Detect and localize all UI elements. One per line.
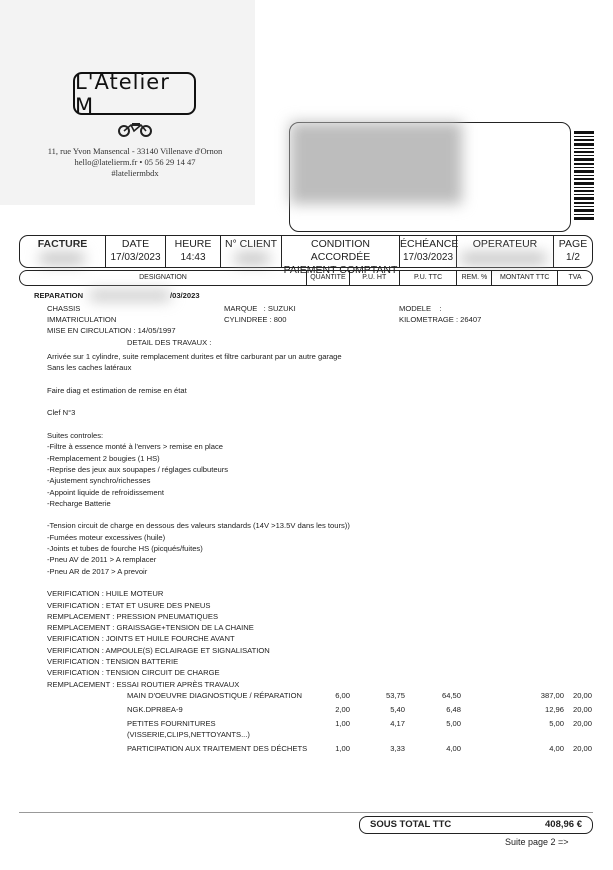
- company-hashtag: #lateliermbdx: [111, 168, 159, 178]
- date-value: 17/03/2023: [110, 252, 161, 263]
- col-pu-ht: P.U. HT: [350, 271, 400, 285]
- barcode-icon: [574, 131, 594, 221]
- operateur-label: OPERATEUR: [472, 238, 538, 250]
- echeance-value: 17/03/2023: [402, 252, 454, 263]
- item-tva: 20,00: [572, 744, 592, 753]
- heure-cell: [166, 236, 221, 267]
- condition-label: CONDITION ACCORDÉE: [310, 238, 371, 263]
- facture-cell: [20, 236, 106, 267]
- col-tva: TVA: [568, 274, 582, 281]
- item-designation: MAIN D'OEUVRE DIAGNOSTIQUE / RÉPARATION: [127, 691, 303, 700]
- echeance-label: ÉCHÉANCE: [400, 238, 459, 250]
- detail-line: [47, 577, 350, 588]
- facture-label: FACTURE: [37, 238, 88, 250]
- item-pu-ht: 53,75: [385, 691, 405, 700]
- detail-line: -Joints et tubes de fourche HS (picqués/fuites): [47, 544, 203, 554]
- col-pu-ttc: P.U. TTC: [400, 271, 458, 285]
- sous-total-value: 408,96 €: [545, 819, 582, 830]
- detail-line: REMPLACEMENT : GRAISSAGE+TENSION DE LA CHAINE: [47, 623, 254, 633]
- operateur-redacted: [461, 253, 546, 264]
- operateur-cell: [457, 236, 554, 267]
- item-pu-ttc: 6,48: [446, 705, 461, 714]
- condition-cell: [282, 236, 400, 276]
- item-pu-ht: 4,17: [390, 719, 405, 728]
- col-designation: DESIGNATION: [20, 271, 307, 285]
- date-label: DATE: [121, 238, 150, 250]
- cylindree: CYLINDREE : 800: [224, 315, 287, 324]
- kilometrage: KILOMETRAGE : 26407: [399, 315, 482, 324]
- repair-title: REPARATION: [34, 291, 84, 300]
- detail-line: -Remplacement 2 bougies (1 HS): [47, 453, 160, 463]
- item-designation: PETITES FOURNITURES: [127, 719, 216, 728]
- heure-label: HEURE: [174, 238, 212, 250]
- col-montant-ttc: MONTANT TTC: [492, 271, 558, 285]
- detail-line: VERIFICATION : TENSION BATTERIE: [47, 657, 179, 667]
- item-quantity: 6,00: [335, 691, 350, 700]
- immat-label: IMMATRICULATION: [47, 315, 117, 324]
- col-rem: REM. %: [457, 271, 492, 285]
- detail-line: [47, 374, 350, 385]
- detail-line: -Tension circuit de charge en dessous des valeurs standards (14V >13.5V dans les tours)): [47, 521, 350, 531]
- modele: MODELE :: [399, 304, 442, 313]
- item-pu-ttc: 64,50: [441, 691, 461, 700]
- detail-line: REMPLACEMENT : ESSAI ROUTIER APRÈS TRAVAUX: [47, 679, 240, 689]
- detail-line: -Recharge Batterie: [47, 498, 111, 508]
- item-montant-ttc: 387,00: [540, 691, 564, 700]
- detail-line: -Appoint liquide de refroidissement: [47, 487, 164, 497]
- date-cell: [106, 236, 166, 267]
- item-pu-ttc: 5,00: [446, 719, 461, 728]
- company-address: 11, rue Yvon Mansencal - 33140 Villenave d'Ornon: [47, 146, 223, 156]
- heure-value: 14:43: [180, 252, 206, 263]
- detail-line: -Pneu AR de 2017 > A prevoir: [47, 566, 148, 576]
- chassis-label: CHASSIS: [47, 304, 81, 313]
- motorcycle-icon: [117, 121, 153, 137]
- detail-line: Sans les caches latéraux: [47, 363, 132, 373]
- detail-line: Faire diag et estimation de remise en état: [47, 385, 187, 395]
- detail-line: [47, 509, 350, 520]
- page-cell: [554, 236, 592, 267]
- client-label: N° CLIENT: [224, 238, 278, 250]
- item-row: [0, 743, 613, 769]
- item-quantity: 1,00: [335, 744, 350, 753]
- sous-total-box: [359, 816, 593, 834]
- detail-line: [47, 419, 350, 430]
- mise-circulation: MISE EN CIRCULATION : 14/05/1997: [47, 326, 176, 335]
- detail-line: -Pneu AV de 2011 > A remplacer: [47, 555, 157, 565]
- item-pu-ht: 3,33: [390, 744, 405, 753]
- item-designation: PARTICIPATION AUX TRAITEMENT DES DÉCHETS: [127, 744, 308, 753]
- item-designation: NGK.DPR8EA-9: [127, 705, 183, 714]
- item-quantity: 2,00: [335, 705, 350, 714]
- condition-value: PAIEMENT COMPTANT: [283, 264, 398, 276]
- item-montant-ttc: 5,00: [549, 719, 564, 728]
- item-tva: 20,00: [572, 705, 592, 714]
- company-contact: hello@latelierm.fr • 05 56 29 14 47: [74, 157, 196, 167]
- table-header: [19, 270, 593, 286]
- item-pu-ht: 5,40: [390, 705, 405, 714]
- detail-line: -Fumées moteur excessives (huile): [47, 532, 166, 542]
- company-logo: L'Atelier M: [73, 72, 196, 115]
- footer-divider: [19, 812, 593, 813]
- client-cell: [221, 236, 282, 267]
- detail-line: VERIFICATION : TENSION CIRCUIT DE CHARGE: [47, 668, 220, 678]
- page-value: 1/2: [566, 252, 580, 263]
- client-address-redacted: [290, 122, 462, 204]
- detail-line: -Reprise des jeux aux soupapes / réglages culbuteurs: [47, 464, 229, 474]
- suite-page-link: Suite page 2 =>: [505, 837, 569, 847]
- client-number-redacted: [235, 253, 269, 264]
- detail-lines: [47, 351, 350, 690]
- detail-line: VERIFICATION : ETAT ET USURE DES PNEUS: [47, 600, 211, 610]
- detail-line: VERIFICATION : AMPOULE(S) ECLAIRAGE ET SIGNALISATION: [47, 645, 270, 655]
- detail-line: -Ajustement synchro/richesses: [47, 476, 151, 486]
- detail-line: Suites controles:: [47, 431, 104, 441]
- item-tva: 20,00: [572, 691, 592, 700]
- item-montant-ttc: 4,00: [549, 744, 564, 753]
- detail-line: [47, 396, 350, 407]
- item-quantity: 1,00: [335, 719, 350, 728]
- item-designation-detail: (VISSERIE,CLIPS,NETTOYANTS...): [127, 730, 250, 739]
- sous-total-label: SOUS TOTAL TTC: [370, 819, 452, 830]
- echeance-cell: [400, 236, 457, 267]
- invoice-info-row: [19, 235, 593, 276]
- item-montant-ttc: 12,96: [544, 705, 564, 714]
- detail-line: -Filtre à essence monté à l'envers > remise en place: [47, 442, 223, 452]
- item-pu-ttc: 4,00: [446, 744, 461, 753]
- detail-title: DETAIL DES TRAVAUX :: [127, 338, 212, 347]
- repair-date: /03/2023: [170, 291, 200, 300]
- detail-line: VERIFICATION : JOINTS ET HUILE FOURCHE AVANT: [47, 634, 235, 644]
- page-label: PAGE: [558, 238, 588, 250]
- detail-line: REMPLACEMENT : PRESSION PNEUMATIQUES: [47, 611, 219, 621]
- repair-ref-redacted: [90, 291, 170, 300]
- detail-line: VERIFICATION : HUILE MOTEUR: [47, 589, 164, 599]
- marque: MARQUE : SUZUKI: [224, 304, 296, 313]
- item-tva: 20,00: [572, 719, 592, 728]
- col-quantite: QUANTITE: [307, 271, 350, 285]
- detail-line: Clef N°3: [47, 408, 76, 418]
- detail-line: Arrivée sur 1 cylindre, suite remplacement durites et filtre carburant par un autre garage: [47, 352, 342, 361]
- facture-number-redacted: [40, 253, 84, 264]
- item-row: [0, 718, 613, 744]
